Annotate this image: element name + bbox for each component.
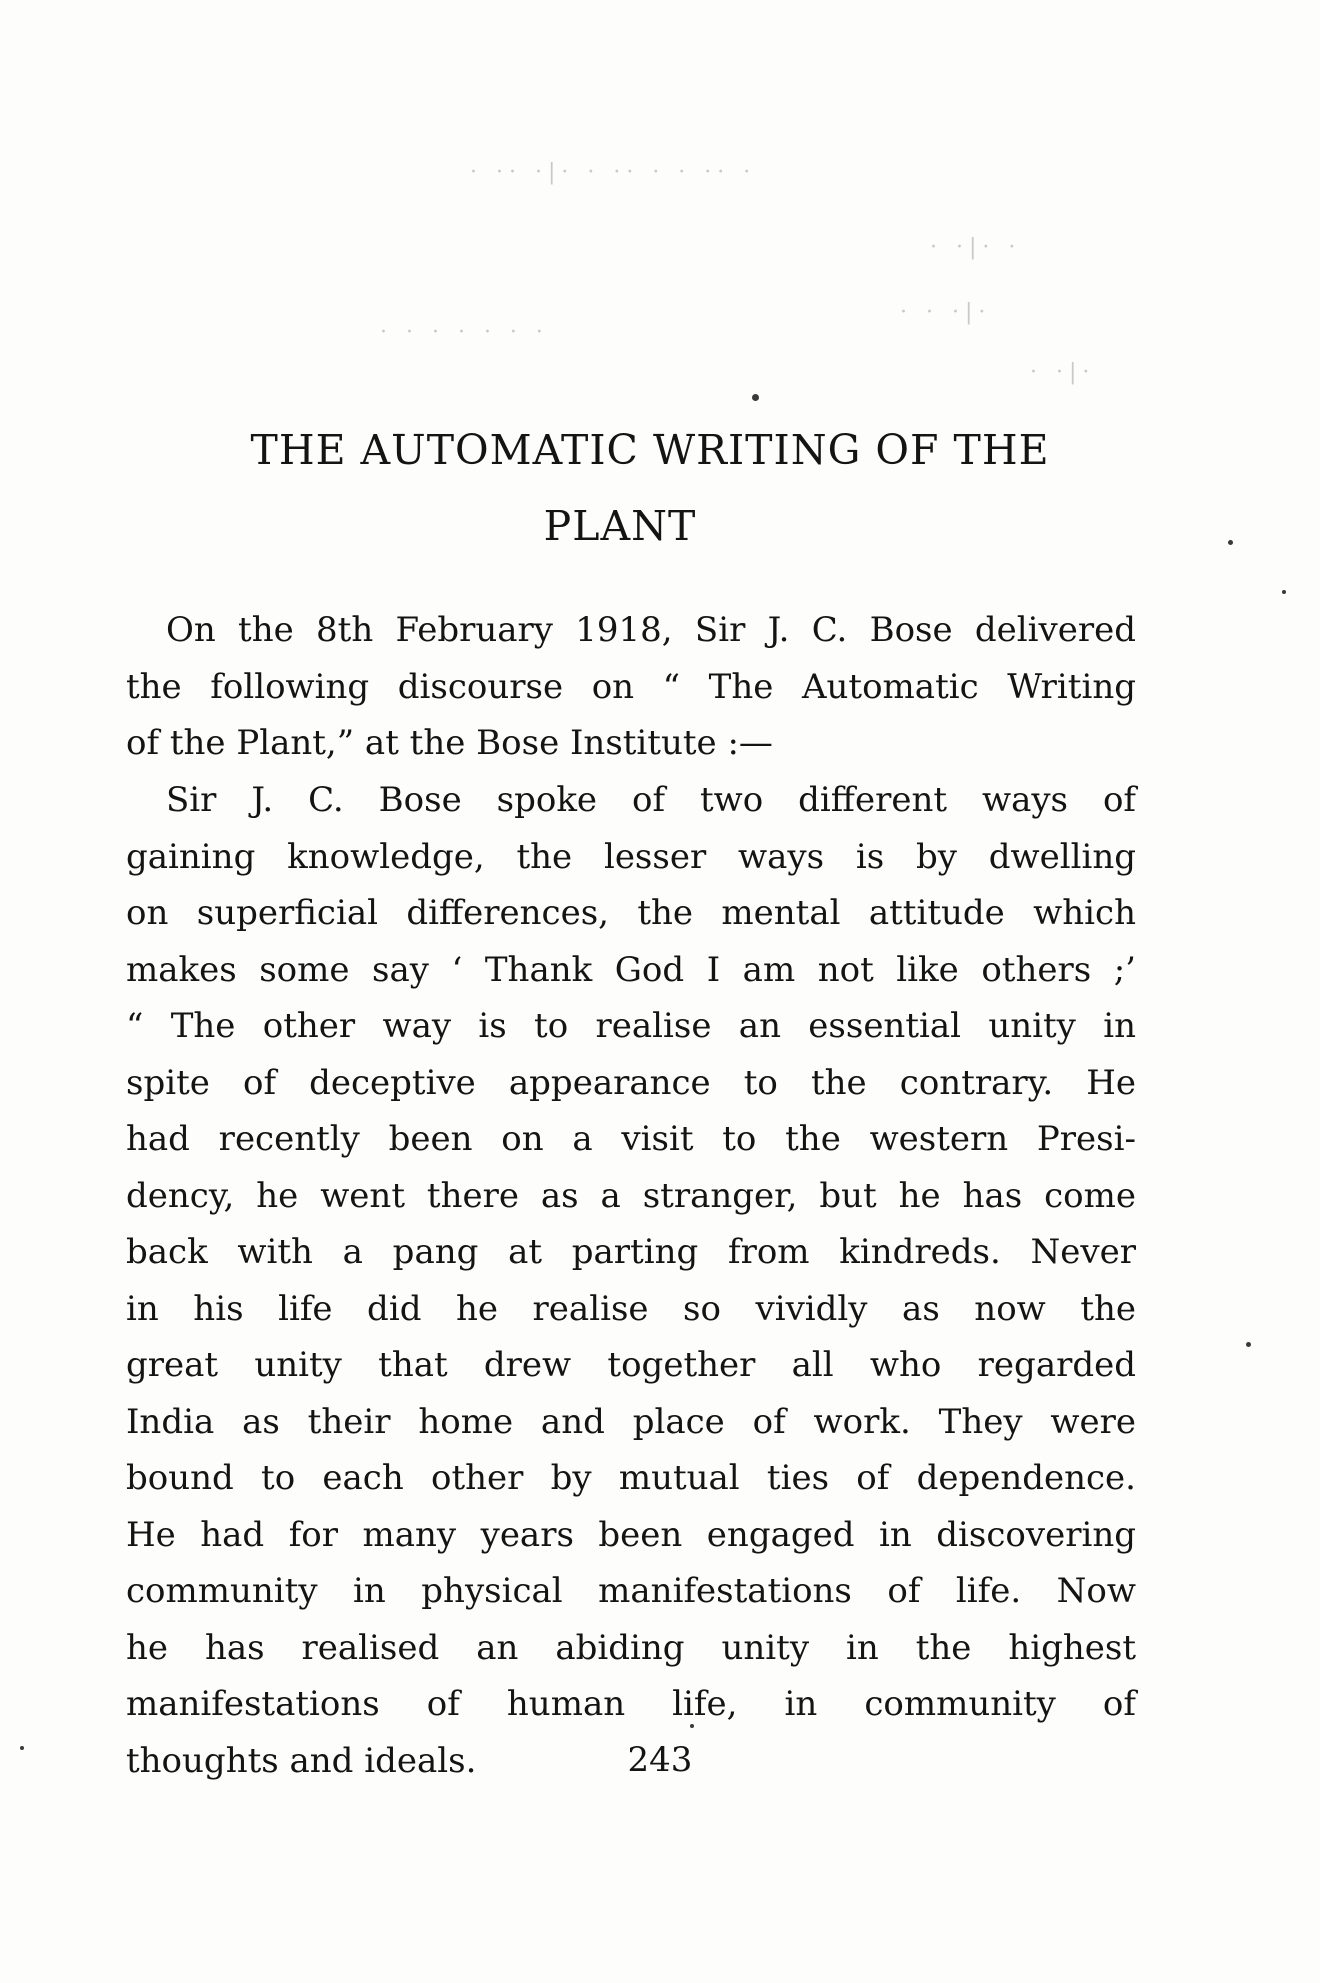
text-line: great unity that drew together all who regarded bbox=[126, 1345, 1136, 1385]
text-line: on superficial differences, the mental attitude which bbox=[126, 893, 1136, 933]
ink-speck bbox=[1282, 590, 1286, 594]
text-line: he has realised an abiding unity in the highest bbox=[126, 1627, 1136, 1668]
text-line: He had for many years been engaged in discovering bbox=[126, 1514, 1136, 1555]
text-line: back with a pang at parting from kindreds. Never bbox=[126, 1232, 1136, 1272]
bleed-through-mark: · ·· ·|· · ·· · · ·· · bbox=[470, 160, 757, 185]
paragraph-intro bbox=[126, 602, 1136, 772]
paragraph-discourse bbox=[126, 772, 1136, 1789]
text-line: “ The other way is to realise an essential unity in bbox=[126, 1006, 1136, 1046]
chapter-title-line-2: PLANT bbox=[543, 502, 697, 550]
text-line: had recently been on a visit to the western Presi- bbox=[126, 1119, 1136, 1159]
ink-speck bbox=[20, 1746, 24, 1750]
text-line: dency, he went there as a stranger, but he has come bbox=[126, 1175, 1136, 1216]
text-line: spite of deceptive appearance to the contrary. He bbox=[126, 1062, 1136, 1103]
text-line: manifestations of human life, in community of bbox=[126, 1684, 1136, 1724]
text-line: Sir J. C. Bose spoke of two different ways of bbox=[166, 780, 1136, 820]
bleed-through-mark: · ·|· · bbox=[930, 235, 1022, 260]
bleed-through-mark: · · · · · · · bbox=[380, 320, 549, 345]
text-line: makes some say ‘ Thank God I am not like others ;’ bbox=[126, 949, 1136, 990]
text-line: the following discourse on “ The Automatic Writing bbox=[126, 666, 1136, 707]
text-line: gaining knowledge, the lesser ways is by dwelling bbox=[126, 836, 1136, 877]
text-line: in his life did he realise so vividly as now the bbox=[126, 1288, 1136, 1329]
text-line: community in physical manifestations of life. Now bbox=[126, 1571, 1136, 1611]
ink-speck bbox=[1228, 540, 1233, 545]
ink-speck bbox=[752, 394, 759, 401]
chapter-title-line-1: THE AUTOMATIC WRITING OF THE bbox=[250, 426, 1050, 474]
text-line: thoughts and ideals. bbox=[126, 1740, 477, 1781]
bleed-through-mark: · · ·|· bbox=[900, 300, 992, 325]
page-number: 243 bbox=[627, 1740, 693, 1780]
bleed-through-mark: · ·|· bbox=[1030, 360, 1096, 385]
ink-speck bbox=[1246, 1342, 1251, 1347]
text-line: of the Plant,” at the Bose Institute :— bbox=[126, 723, 773, 763]
text-line: India as their home and place of work. They were bbox=[126, 1401, 1136, 1442]
text-line: On the 8th February 1918, Sir J. C. Bose delivered bbox=[166, 610, 1136, 650]
text-line: bound to each other by mutual ties of dependence. bbox=[126, 1458, 1136, 1498]
